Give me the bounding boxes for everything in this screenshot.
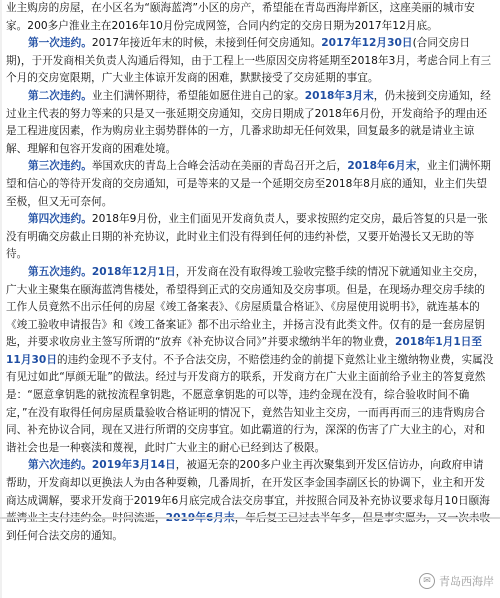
violation-heading: 第二次违约。: [28, 89, 92, 102]
paragraph-text: ，业主们满怀期望和信心的等待开发商的交房通知，可是等来的又是一个延期交房至2018年8月底的通知，业主们失望至极，但又无可奈何。: [6, 160, 491, 208]
date-highlight: 2019年3月14日: [91, 459, 176, 472]
violation-heading: 第一次违约。: [28, 37, 92, 50]
paragraph-text: (合同交房日期)，于开发商相关负责人沟通后得知，由于工程上一些原因交房将延期至2018年3月，考虑合同上有三个月的交房宽限期，广大业主体谅开发商的困难，默默接受了交房延期的事宜。: [6, 37, 492, 85]
date-highlight: 2018年3月末: [304, 89, 374, 102]
paragraph-text: 2018年9月份，业主们面见开发商负责人，要求按照约定交房，最后答复的只是一张没有明确交房截止日期的补充协议，此时业主们没有得到任何的违约补偿，又要开始漫长又无助的等待。: [6, 213, 488, 261]
wechat-logo-icon: ✉: [419, 573, 435, 589]
violation-paragraph: [6, 457, 494, 545]
violation-paragraph: [6, 211, 494, 264]
intro-paragraph: [6, 0, 494, 35]
paragraph-text: ，仍未接到交房通知，经过业主代表的努力等来的只是又一张延期交房通知，交房日期成了2018年6月份，开发商给予的理由还是工程进度因素，作为购房业主弱势群体的一方，几番求助却无任何效果，回复最多的就是请业主谅解、理解和包容开发商的困难处境。: [6, 89, 491, 155]
watermark-text: 青岛西海岸: [439, 575, 494, 588]
paragraph-text: 业主们满怀期待，希望能如愿住进自己的家。: [91, 89, 305, 102]
violation-paragraph: [6, 35, 494, 88]
date-highlight: 2018年12月1日: [91, 265, 176, 278]
date-highlight: 2018年1月1日至11月30日: [6, 336, 483, 366]
date-highlight: 2018年6月末: [347, 160, 417, 173]
paragraph-text: 2017年接近年末的时候，未接到任何交房通知。: [91, 37, 322, 50]
date-highlight: 2017年12月30日: [321, 37, 413, 50]
paragraph-text: 的违约金现不予支付。不予合法交房，不赔偿违约金的前提下竟然让业主缴纳物业费，实属没有见过如此“厚颜无耻”的做法。经过与开发商方的联系，开发商方在广大业主面前给予业主的答复竟然是：“愿意拿钥匙的就按流程拿钥匙，不愿意拿钥匙的可以等，违约金现在没有，综合验收时间不确定，”在没有取得任何房屋质量验收合格证明的情况下，竟然告知业主交房，一而再再而三的违背购房合同、补充协议合同，现在又进行所谓的交房事宜。如此霸道的行为，深深的伤害了广大业主的心，对和谐社会也是一种亵渎和蔑视，此时广大业主的耐心已经到达了极限。: [6, 353, 494, 454]
intro-text: 业主购房的房屋，在小区名为“颐海蓝湾”小区的房产，希望能在青岛西海岸新区，这座美丽的城市安家。200多户淮业主在2016年10月份完成网签，合同内约定的交房日期为2017年12月底。: [6, 2, 475, 32]
page-edge: [0, 0, 2, 598]
paragraph-text: 到任何合法交房的通知。: [6, 529, 124, 542]
violation-heading: 第三次违约。: [28, 160, 92, 173]
violation-heading: 第六次违约。: [28, 459, 92, 472]
violation-heading: 第五次违约。: [28, 265, 92, 278]
page-break-divider: [0, 517, 500, 519]
paragraph-text: ，开发商在没有取得竣工验收完整手续的情况下就通知业主交房，广大业主聚集在颐海蓝湾售楼处，希望得到正式的交房通知及交房事项。但是，在现场办理交房手续的工作人员竟然不出示任何的房屋《竣工备案表》、《房屋质量合格证》、《房屋使用说明书》，就连基本的《竣工验收申请报告》和《竣工备案证》都不出示给业主，并扬言没有此类文件。仅有的是一套房屋钥匙，并要求收房业主签写所谓的“放弃《补充协议合同》”并要求缴纳半年的物业费，: [6, 265, 485, 349]
paragraph-text: 举国欢庆的青岛上合峰会活动在美丽的青岛召开之后，: [91, 160, 348, 173]
document-body: [6, 0, 494, 545]
violation-paragraph: [6, 264, 494, 458]
violation-heading: 第四次违约。: [28, 213, 92, 226]
violation-paragraphs: [6, 35, 494, 545]
violation-paragraph: [6, 158, 494, 211]
violation-paragraph: [6, 88, 494, 158]
paragraph-text: ，被逼无奈的200多户业主再次聚集到开发区信访办，向政府申请帮助，开发商却以更换法人为由各种耍赖，几番周折，在开发区李金国李副区长的协调下，业主和开发商达成调解，要求开发商于2019年6月底完成合法交房事宜，并按照合同及补充协议要求每月10日颐海: [6, 459, 490, 507]
watermark-logo: [419, 572, 494, 590]
